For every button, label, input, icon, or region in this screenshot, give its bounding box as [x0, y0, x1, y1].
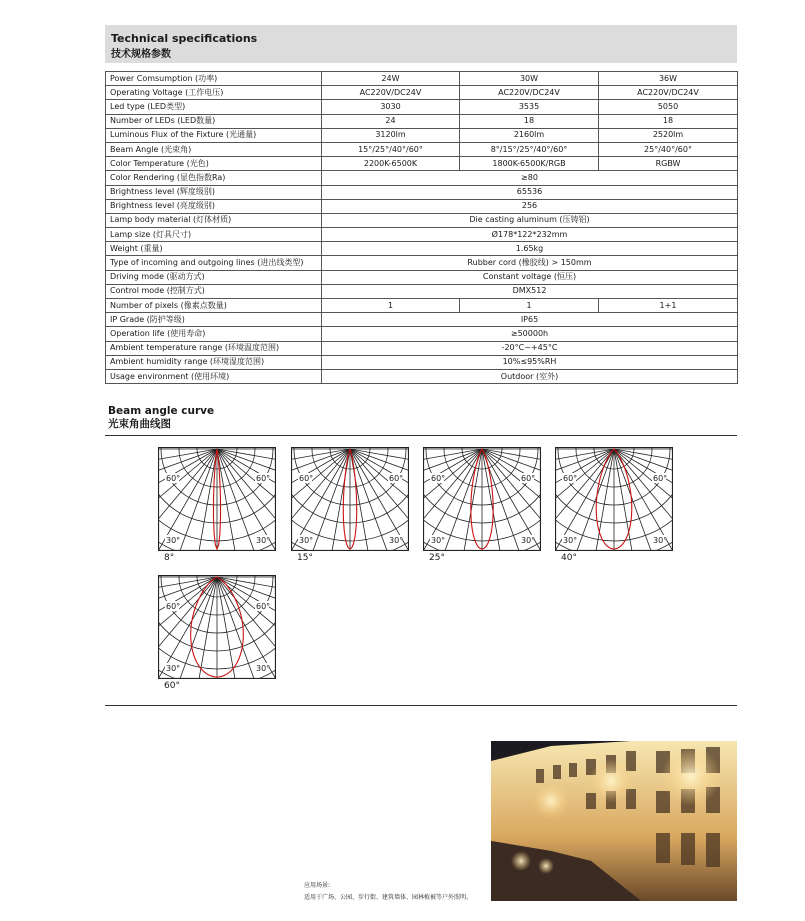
- spec-label: Led type (LED类型): [106, 100, 322, 114]
- spec-value: 1: [460, 299, 599, 313]
- spec-row: [106, 327, 738, 341]
- polar-axis-label: 60°: [299, 474, 314, 483]
- beam-curve-diagram: [291, 447, 409, 551]
- spec-label: Ambient temperature range (环境温度范围): [106, 341, 322, 355]
- spec-value: DMX512: [322, 284, 738, 298]
- beam-curve-label: 40°: [561, 553, 577, 563]
- spec-row: [106, 256, 738, 270]
- spec-row: [106, 86, 738, 100]
- spec-label: Color Rendering (显色指数Ra): [106, 171, 322, 185]
- spec-value: ≥80: [322, 171, 738, 185]
- spec-label: Weight (重量): [106, 242, 322, 256]
- polar-axis-label: 30°: [256, 536, 271, 545]
- polar-axis-label: 60°: [166, 602, 181, 611]
- spec-value: 15°/25°/40°/60°: [322, 142, 460, 156]
- spec-value: 18: [599, 114, 738, 128]
- spec-value: 3030: [322, 100, 460, 114]
- spec-value: AC220V/DC24V: [599, 86, 738, 100]
- spec-value: 2160lm: [460, 128, 599, 142]
- beam-curve-label: 60°: [164, 681, 180, 691]
- spec-value: 1: [322, 299, 460, 313]
- spec-row: [106, 228, 738, 242]
- spec-row: [106, 185, 738, 199]
- spec-label: Ambient humidity range (环境湿度范围): [106, 355, 322, 369]
- polar-axis-label: 60°: [563, 474, 578, 483]
- spec-row: [106, 72, 738, 86]
- polar-axis-label: 60°: [431, 474, 446, 483]
- spec-label: Number of pixels (像素点数量): [106, 299, 322, 313]
- spec-value: 18: [460, 114, 599, 128]
- beam-curve-label: 8°: [164, 553, 175, 563]
- beam-section-top-rule: [105, 435, 737, 436]
- spec-label: Control mode (控制方式): [106, 284, 322, 298]
- caption-title: 应用场景:: [304, 882, 331, 889]
- spec-value: -20°C~+45°C: [322, 341, 738, 355]
- spec-row: [106, 242, 738, 256]
- beam-curve-diagram: [158, 575, 276, 679]
- spec-label: Operation life (使用寿命): [106, 327, 322, 341]
- beam-curve-diagram: [423, 447, 541, 551]
- spec-value: 3535: [460, 100, 599, 114]
- spec-label: Luminous Flux of the Fixture (光通量): [106, 128, 322, 142]
- spec-value: AC220V/DC24V: [460, 86, 599, 100]
- polar-axis-label: 30°: [563, 536, 578, 545]
- polar-axis-label: 60°: [389, 474, 404, 483]
- spec-row: [106, 299, 738, 313]
- spec-title-cn: 技术规格参数: [111, 49, 171, 60]
- spec-value: 65536: [322, 185, 738, 199]
- spec-label: Lamp size (灯具尺寸): [106, 228, 322, 242]
- spec-value: AC220V/DC24V: [322, 86, 460, 100]
- beam-section-title: [108, 405, 214, 431]
- spec-value: 1800K-6500K/RGB: [460, 157, 599, 171]
- beam-title-cn: 光束角曲线图: [108, 418, 171, 430]
- spec-row: [106, 213, 738, 227]
- spec-value: Ø178*122*232mm: [322, 228, 738, 242]
- spec-row: [106, 270, 738, 284]
- spec-label: Driving mode (驱动方式): [106, 270, 322, 284]
- spec-row: [106, 142, 738, 156]
- spec-value: 3120lm: [322, 128, 460, 142]
- spec-label: Lamp body material (灯体材质): [106, 213, 322, 227]
- polar-axis-label: 30°: [166, 664, 181, 673]
- spec-row: [106, 171, 738, 185]
- spec-value: 5050: [599, 100, 738, 114]
- spec-row: [106, 284, 738, 298]
- polar-axis-label: 30°: [299, 536, 314, 545]
- spec-value: 256: [322, 199, 738, 213]
- spec-value: Outdoor (室外): [322, 369, 738, 383]
- spec-value: RGBW: [599, 157, 738, 171]
- spec-value: 1.65kg: [322, 242, 738, 256]
- polar-axis-label: 30°: [166, 536, 181, 545]
- beam-title-en: Beam angle curve: [108, 405, 215, 417]
- spec-value: Constant voltage (恒压): [322, 270, 738, 284]
- spec-title-en: Technical specifications: [111, 32, 258, 45]
- beam-section-bottom-rule: [105, 705, 737, 706]
- spec-value: 2520lm: [599, 128, 738, 142]
- spec-row: [106, 100, 738, 114]
- spec-label: Color Temperature (光色): [106, 157, 322, 171]
- caption-text: 适用于广场、公园、步行街、建筑墙体、园林植被等户外照明。: [304, 894, 473, 901]
- spec-label: IP Grade (防护等级): [106, 313, 322, 327]
- polar-axis-label: 60°: [256, 602, 271, 611]
- spec-label: Brightness level (辉度级别): [106, 185, 322, 199]
- spec-value: 30W: [460, 72, 599, 86]
- spec-value: 1+1: [599, 299, 738, 313]
- polar-axis-label: 60°: [521, 474, 536, 483]
- spec-row: [106, 369, 738, 383]
- spec-header-bar: [105, 25, 737, 63]
- spec-row: [106, 114, 738, 128]
- spec-label: Number of LEDs (LED数量): [106, 114, 322, 128]
- polar-axis-label: 30°: [431, 536, 446, 545]
- beam-curve-label: 15°: [297, 553, 313, 563]
- spec-value: 36W: [599, 72, 738, 86]
- polar-axis-label: 30°: [256, 664, 271, 673]
- spec-value: Rubber cord (橡胶线) > 150mm: [322, 256, 738, 270]
- spec-row: [106, 313, 738, 327]
- polar-axis-label: 30°: [389, 536, 404, 545]
- application-scene-photo: [491, 741, 737, 901]
- spec-value: Die casting aluminum (压铸铝): [322, 213, 738, 227]
- spec-value: 10%≤95%RH: [322, 355, 738, 369]
- beam-curve-diagram: [555, 447, 673, 551]
- spec-row: [106, 199, 738, 213]
- spec-label: Operating Voltage (工作电压): [106, 86, 322, 100]
- polar-axis-label: 60°: [256, 474, 271, 483]
- spec-value: 25°/40°/60°: [599, 142, 738, 156]
- spec-value: 24W: [322, 72, 460, 86]
- beam-curve-label: 25°: [429, 553, 445, 563]
- spec-row: [106, 128, 738, 142]
- spec-value: 8°/15°/25°/40°/60°: [460, 142, 599, 156]
- polar-axis-label: 60°: [166, 474, 181, 483]
- spec-label: Power Comsumption (功率): [106, 72, 322, 86]
- spec-label: Brightness level (亮度级别): [106, 199, 322, 213]
- spec-row: [106, 157, 738, 171]
- spec-table: [105, 71, 738, 384]
- spec-value: 2200K-6500K: [322, 157, 460, 171]
- polar-axis-label: 30°: [653, 536, 668, 545]
- polar-axis-label: 30°: [521, 536, 536, 545]
- spec-value: 24: [322, 114, 460, 128]
- polar-axis-label: 60°: [653, 474, 668, 483]
- spec-label: Usage environment (使用环境): [106, 369, 322, 383]
- spec-row: [106, 355, 738, 369]
- beam-curve-diagram: [158, 447, 276, 551]
- spec-row: [106, 341, 738, 355]
- spec-value: IP65: [322, 313, 738, 327]
- spec-label: Type of incoming and outgoing lines (进出线类型): [106, 256, 322, 270]
- spec-label: Beam Angle (光束角): [106, 142, 322, 156]
- spec-value: ≥50000h: [322, 327, 738, 341]
